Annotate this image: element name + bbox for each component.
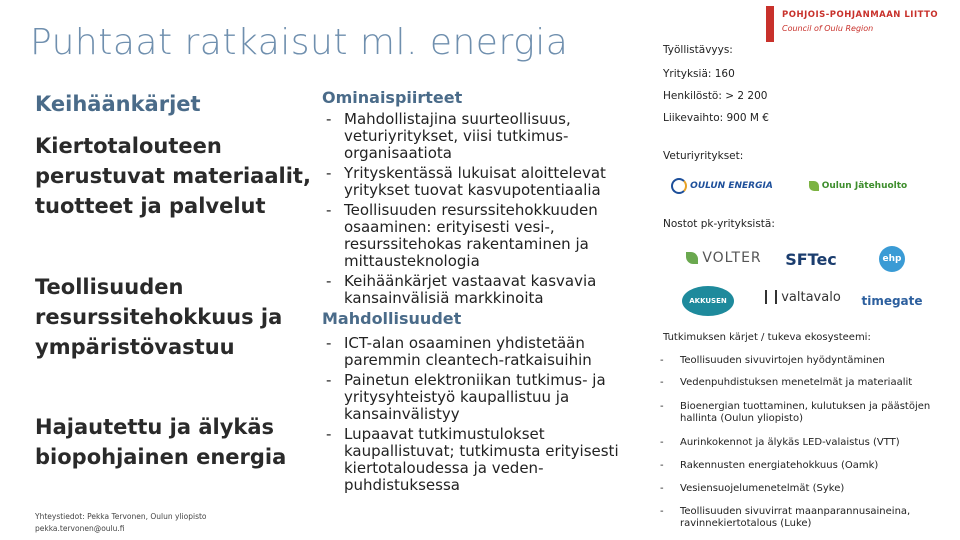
list-item: [322, 202, 622, 270]
council-logo: [766, 6, 956, 42]
features-section: [322, 89, 622, 497]
dash-bullet: -: [326, 164, 332, 182]
focus-line: Kiertotalouteen: [35, 134, 222, 158]
dash-bullet: -: [326, 334, 332, 352]
revenue: Liikevaihto: 900 M €: [663, 112, 769, 124]
volter-leaf-icon: [686, 252, 698, 264]
list-item-text: Painetun elektroniikan tutkimus- ja yritysyhteistyö kaupallistuu ja kansainvälistyy: [344, 371, 606, 423]
dash-bullet: -: [326, 272, 332, 290]
dash-bullet: -: [326, 371, 332, 389]
logo-text: timegate: [861, 294, 923, 308]
logo-text: ehp: [879, 246, 905, 272]
logo-text: VOLTER: [702, 250, 762, 266]
logo-text: SFTec: [785, 249, 837, 269]
oulun-jatehuolto-logo: [806, 172, 910, 200]
logo-text: AKKUSEN: [682, 286, 734, 316]
list-item-text: Mahdollistajina suurteollisuus, veturiyritykset, viisi tutkimus-organisaatiota: [344, 110, 571, 162]
dash-bullet: -: [660, 460, 664, 471]
council-emblem-icon: [766, 6, 774, 42]
list-item-text: Keihäänkärjet vastaavat kasvavia kansainvälisiä markkinoita: [344, 272, 597, 307]
features-heading: Ominaispiirteet: [322, 88, 463, 107]
council-name-en: Council of Oulu Region: [782, 24, 874, 33]
volter-logo: [668, 244, 780, 272]
research-item: Vedenpuhdistuksen menetelmät ja materiaalit: [680, 377, 913, 388]
dash-bullet: -: [660, 355, 664, 366]
timegate-logo: [860, 290, 924, 312]
oulun-energia-logo: [670, 172, 774, 200]
ehp-logo: [872, 243, 912, 275]
list-item-text: Teollisuuden resurssitehokkuuden osaaminen: erityisesti vesi-, resurssitehokas rakentaminen ja mittausteknologia: [344, 201, 598, 270]
contact-email: pekka.tervonen@oulu.fi: [35, 524, 125, 533]
focus-line: ympäristövastuu: [35, 335, 235, 359]
dash-bullet: -: [660, 437, 664, 448]
focus-heading: Keihäänkärjet: [35, 92, 201, 116]
focus-block-energy: [35, 412, 315, 472]
focus-line: resurssitehokkuus ja: [35, 305, 283, 329]
page-title: Puhtaat ratkaisut ml. energia: [30, 22, 569, 63]
focus-block-circular: [35, 131, 315, 221]
research-heading: Tutkimuksen kärjet / tukeva ekosysteemi:: [663, 332, 871, 343]
focus-line: perustuvat materiaalit,: [35, 164, 311, 188]
staff-count: Henkilöstö: > 2 200: [663, 90, 768, 102]
list-item: [322, 335, 622, 369]
list-item: [322, 273, 622, 307]
dash-bullet: -: [660, 401, 664, 412]
jatehuolto-leaf-icon: [809, 181, 819, 191]
logo-text: OULUN ENERGIA: [690, 181, 773, 191]
akkusen-logo: [680, 284, 736, 318]
list-item: [322, 111, 622, 162]
opportunities-list: [322, 335, 622, 494]
list-item: [322, 165, 622, 199]
companies-count: Yrityksiä: 160: [663, 68, 735, 80]
list-item-text: Yrityskentässä lukuisat aloittelevat yritykset tuovat kasvupotentiaalia: [344, 164, 606, 199]
council-name: POHJOIS-POHJANMAAN LIITTO: [782, 10, 939, 20]
research-item: Vesiensuojelumenetelmät (Syke): [680, 483, 845, 494]
leaders-label: Veturiyritykset:: [663, 150, 744, 162]
focus-line: biopohjainen energia: [35, 445, 287, 469]
research-item: Teollisuuden sivuvirtojen hyödyntäminen: [680, 355, 885, 366]
list-item-text: Lupaavat tutkimustulokset kaupallistuvat; tutkimusta erityisesti kiertotaloudessa ja veden-puhdistuksessa: [344, 425, 619, 494]
opportunities-heading: Mahdollisuudet: [322, 309, 462, 328]
research-item: Bioenergian tuottaminen, kulutuksen ja päästöjen hallinta (Oulun yliopisto): [680, 401, 931, 424]
research-item: Teollisuuden sivuvirrat maanparannusaineina, ravinnekiertotalous (Luke): [680, 506, 911, 529]
dash-bullet: -: [660, 483, 664, 494]
list-item: [322, 426, 622, 494]
research-item: Rakennusten energiatehokkuus (Oamk): [680, 460, 879, 471]
list-item-text: ICT-alan osaaminen yhdistetään paremmin cleantech-ratkaisuihin: [344, 334, 592, 369]
sftec-logo: [776, 246, 846, 272]
contact-line: Yhteystiedot: Pekka Tervonen, Oulun yliopisto: [35, 512, 207, 521]
focus-line: Teollisuuden: [35, 275, 184, 299]
contact-info: [35, 511, 207, 535]
dash-bullet: -: [326, 110, 332, 128]
valtavalo-logo: [760, 284, 846, 310]
energia-swoosh-icon: [671, 178, 687, 194]
logo-text: Oulun Jätehuolto: [821, 181, 908, 191]
features-list: [322, 111, 622, 307]
research-item: Aurinkokennot ja älykäs LED-valaistus (VTT): [680, 437, 900, 448]
dash-bullet: -: [660, 377, 664, 388]
list-item: [322, 372, 622, 423]
valtavalo-bars-icon: [765, 290, 777, 304]
dash-bullet: -: [326, 201, 332, 219]
startups-label: Nostot pk-yrityksistä:: [663, 218, 775, 230]
focus-line: Hajautettu ja älykäs: [35, 415, 275, 439]
logo-text: valtavalo: [781, 289, 841, 305]
dash-bullet: -: [660, 506, 664, 517]
focus-line: tuotteet ja palvelut: [35, 194, 266, 218]
employment-label: Työllistävyys:: [663, 44, 733, 56]
focus-block-industry: [35, 272, 315, 362]
dash-bullet: -: [326, 425, 332, 443]
